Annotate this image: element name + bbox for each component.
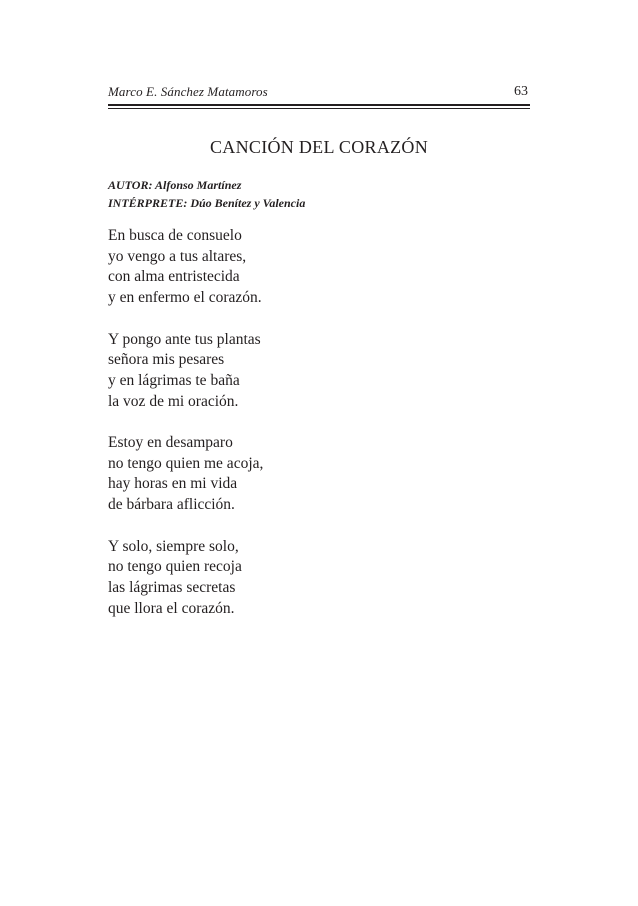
verse-line: la voz de mi oración. <box>108 392 239 410</box>
lyrics <box>108 226 263 640</box>
verse-line: yo vengo a tus altares, <box>108 247 247 265</box>
verse-line: que llora el corazón. <box>108 599 235 617</box>
header-rule-thin <box>108 108 530 109</box>
verse-line: de bárbara aflicción. <box>108 496 235 514</box>
verse-line: Estoy en desamparo <box>108 434 233 451</box>
stanza <box>108 226 263 309</box>
verse-line: y en lágrimas te baña <box>108 371 240 389</box>
verse-line: Y pongo ante tus plantas <box>108 330 261 348</box>
verse-line: con alma entristecida <box>108 268 240 286</box>
performer-credit: INTÉRPRETE: Dúo Benítez y Valencia <box>108 196 306 210</box>
running-header <box>108 84 530 104</box>
song-title: CANCIÓN DEL CORAZÓN <box>209 137 429 157</box>
stanza <box>108 433 263 516</box>
header-rule-thick <box>108 104 530 106</box>
author-credit: AUTOR: Alfonso Martínez <box>108 178 242 192</box>
verse-line: señora mis pesares <box>108 351 225 369</box>
verse-line: Y solo, siempre solo, <box>108 537 239 555</box>
stanza <box>108 330 263 413</box>
page-number: 63 <box>514 84 528 99</box>
verse-line: hay horas en mi vida <box>108 475 238 493</box>
verse-line: En busca de consuelo <box>108 227 242 244</box>
verse-line: no tengo quien me acoja, <box>108 454 264 472</box>
verse-line: y en enfermo el corazón. <box>108 289 262 307</box>
verse-line: las lágrimas secretas <box>108 578 236 596</box>
running-header-author: Marco E. Sánchez Matamoros <box>108 84 268 99</box>
verse-line: no tengo quien recoja <box>108 558 242 576</box>
stanza <box>108 537 263 620</box>
song-credits <box>108 176 305 212</box>
